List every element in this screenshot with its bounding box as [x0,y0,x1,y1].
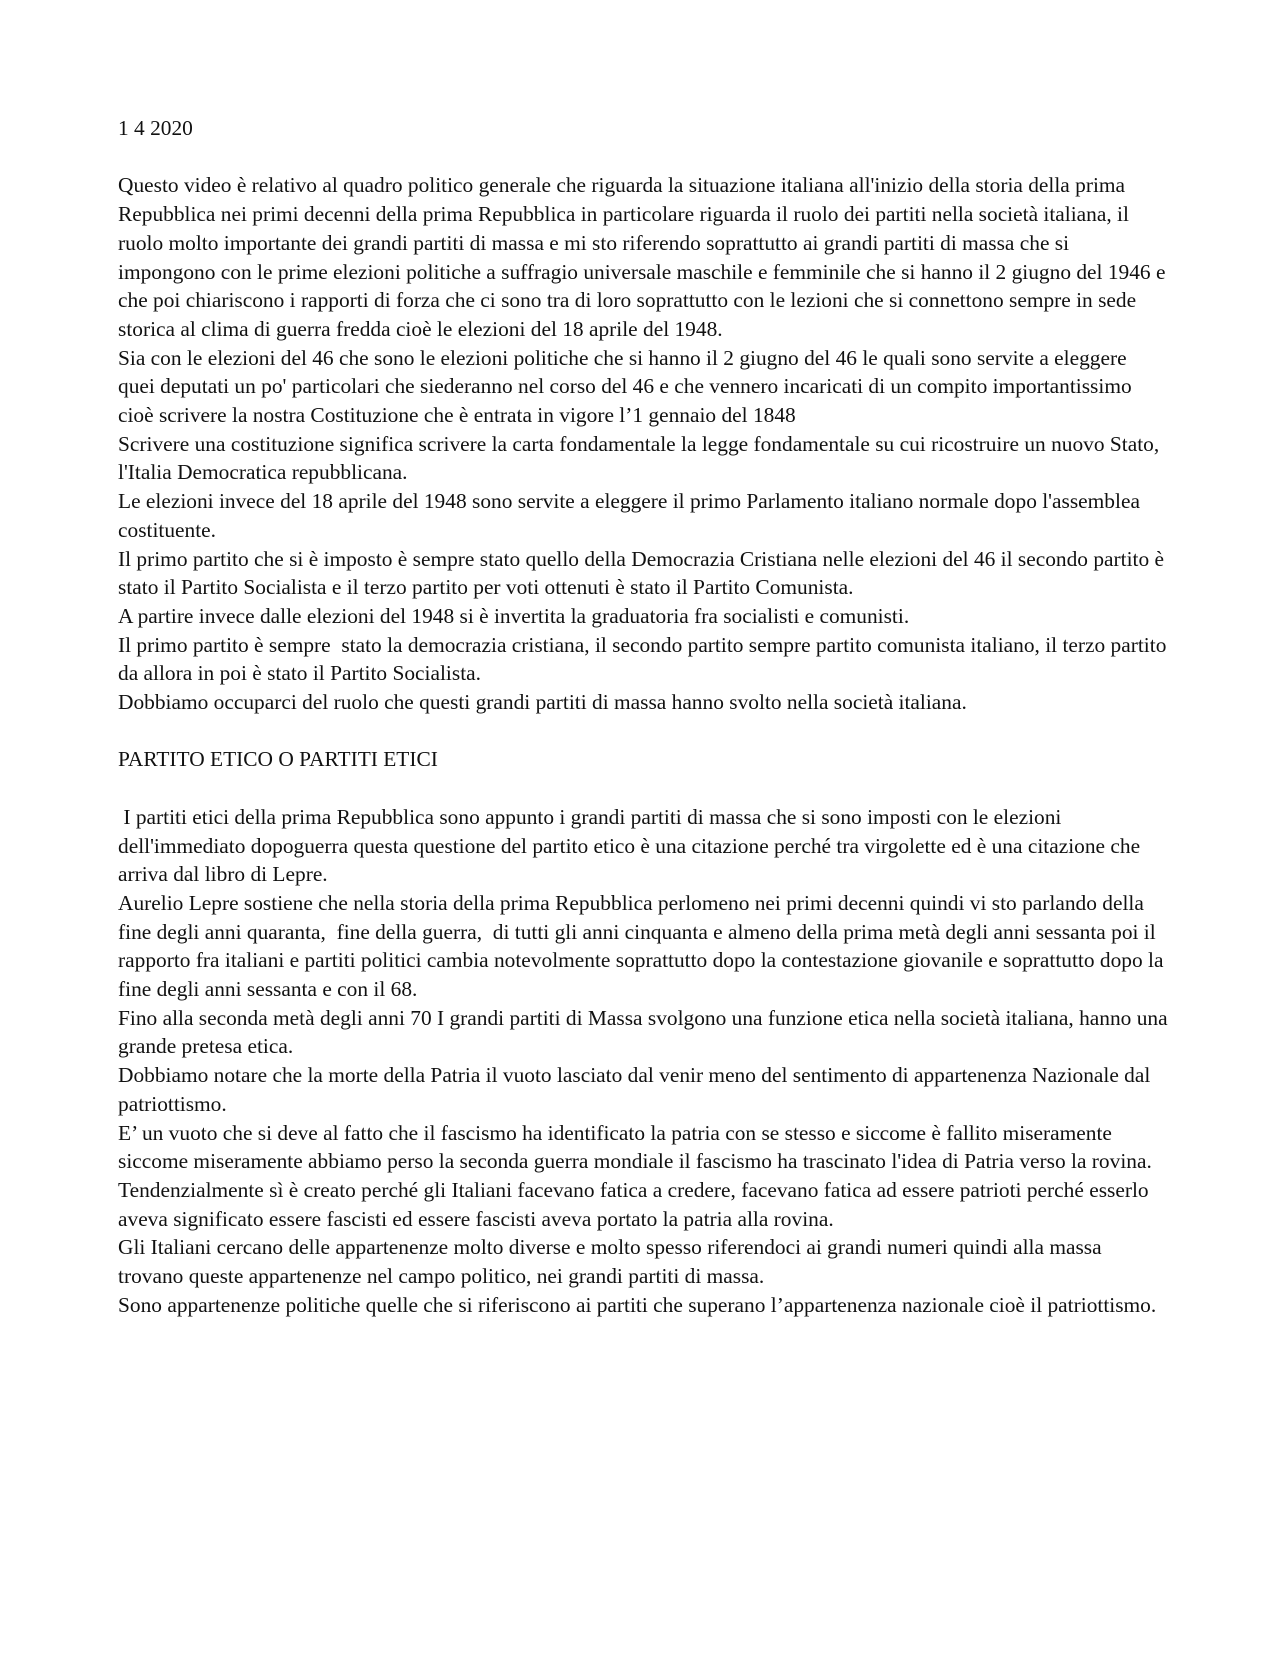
paragraph: Gli Italiani cercano delle appartenenze molto diverse e molto spesso riferendoci ai grandi numeri quindi alla massa trovano queste appartenenze nel campo politico, nei grandi partiti di massa. [118,1235,1107,1289]
paragraph: E’ un vuoto che si deve al fatto che il fascismo ha identificato la patria con se stesso e siccome è fallito miseramente siccome miseramente abbiamo perso la seconda guerra mondiale il fascismo ha trascinato l'idea di Patria verso la rovina. [118,1120,1152,1174]
paragraph: Le elezioni invece del 18 aprile del 1948 sono servite a eleggere il primo Parlamento italiano normale dopo l'assemblea costituente. [118,489,1146,542]
paragraph: I partiti etici della prima Repubblica sono appunto i grandi partiti di massa che si sono imposti con le elezioni dell'immediato dopoguerra questa questione del partito etico è una citazione perché tra virgolette ed è una citazione che arriva dal libro di Lepre. [118,804,1146,887]
paragraph: Sia con le elezioni del 46 che sono le elezioni politiche che si hanno il 2 giugno del 46 le quali sono servite a eleggere quei deputati un po' particolari che siederanno nel corso del 46 e che vennero incaricati di un compito importantissimo cioè scrivere la nostra Costituzione che è entrata in vigore l’1 gennaio del 1848 [118,345,1138,428]
spacer [118,143,1170,172]
paragraph: Il primo partito che si è imposto è sempre stato quello della Democrazia Cristiana nelle elezioni del 46 il secondo partito è stato il Partito Socialista e il terzo partito per voti ottenuti è stato il Partito Comunista. [118,546,1170,600]
spacer [118,717,1170,746]
document-page [118,114,1173,1319]
paragraph: A partire invece dalle elezioni del 1948 si è invertita la graduatoria fra socialisti e comunisti. [118,603,910,628]
paragraph: Scrivere una costituzione significa scrivere la carta fondamentale la legge fondamentale su cui ricostruire un nuovo Stato, l'Italia Democratica repubblicana. [118,431,1165,485]
paragraph: Fino alla seconda metà degli anni 70 I grandi partiti di Massa svolgono una funzione etica nella società italiana, hanno una grande pretesa etica. [118,1005,1173,1059]
paragraph: Sono appartenenze politiche quelle che si riferiscono ai partiti che superano l’appartenenza nazionale cioè il patriottismo. [118,1292,1157,1317]
paragraph: Dobbiamo occuparci del ruolo che questi grandi partiti di massa hanno svolto nella società italiana. [118,690,967,715]
section-heading: PARTITO ETICO O PARTITI ETICI [118,747,438,772]
document-date: 1 4 2020 [118,116,193,140]
paragraph: Il primo partito è sempre stato la democrazia cristiana, il secondo partito sempre partito comunista italiano, il terzo partito da allora in poi è stato il Partito Socialista. [118,632,1172,686]
section-intro [118,171,1170,716]
paragraph: Aurelio Lepre sostiene che nella storia della prima Repubblica perlomeno nei primi decenni quindi vi sto parlando della fine degli anni quaranta, fine della guerra, di tutti gli anni cinquanta e almeno della prima metà degli anni sessanta poi il rapporto fra italiani e partiti politici cambia notevolmente soprattutto dopo la contestazione giovanile e soprattutto dopo la fine degli anni sessanta e con il 68. [118,890,1169,1002]
spacer [118,774,1170,803]
paragraph: Dobbiamo notare che la morte della Patria il vuoto lasciato dal venir meno del sentimento di appartenenza Nazionale dal patriottismo. [118,1063,1156,1116]
paragraph: Tendenzialmente sì è creato perché gli Italiani facevano fatica a credere, facevano fatica ad essere patrioti perché esserlo aveva significato essere fascisti ed essere fascisti aveva portato la patria alla rovina. [118,1177,1154,1231]
paragraph: Questo video è relativo al quadro politico generale che riguarda la situazione italiana all'inizio della storia della prima Repubblica nei primi decenni della prima Repubblica in particolare riguarda il ruolo dei partiti nella società italiana, il ruolo molto importante dei grandi partiti di massa e mi sto riferendo soprattutto ai grandi partiti di massa che si impongono con le prime elezioni politiche a suffragio universale maschile e femminile che si hanno il 2 giugno del 1946 e che poi chiariscono i rapporti di forza che ci sono tra di loro soprattutto con le lezioni che si connettono sempre in sede storica al clima di guerra fredda cioè le elezioni del 18 aprile del 1948. [118,173,1171,341]
section-partiti-etici [118,803,1173,1320]
